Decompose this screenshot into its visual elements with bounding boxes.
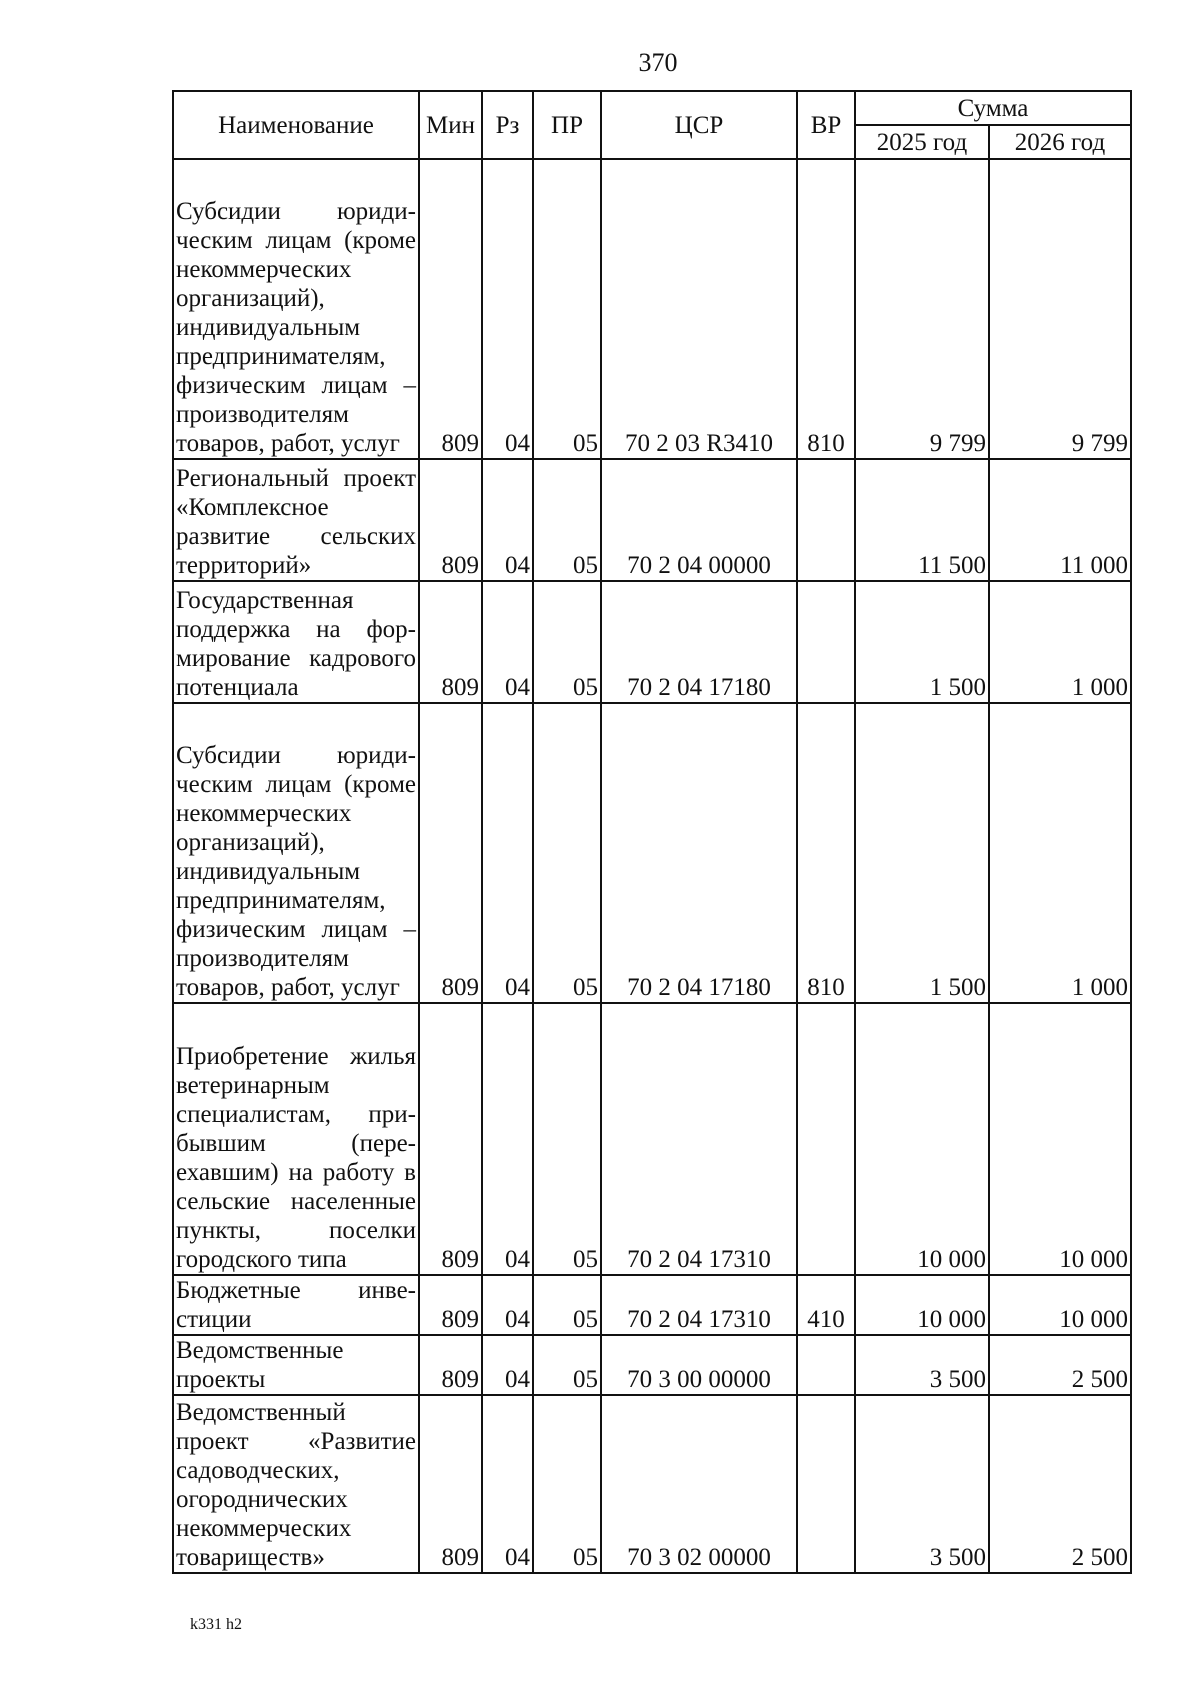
row-vr bbox=[797, 1003, 855, 1275]
row-name: Ведомственные проекты bbox=[173, 1335, 419, 1395]
header-sum: Сумма bbox=[855, 91, 1131, 125]
table-row bbox=[173, 459, 1131, 581]
row-csr: 70 3 00 00000 bbox=[601, 1335, 797, 1395]
header-csr: ЦСР bbox=[601, 91, 797, 159]
row-rz: 04 bbox=[482, 703, 533, 1003]
row-sum-2026: 9 799 bbox=[989, 159, 1131, 459]
row-min: 809 bbox=[419, 459, 482, 581]
row-name: Региональный проект «Комплексное развитие сельских территорий» bbox=[173, 459, 419, 581]
row-csr: 70 3 02 00000 bbox=[601, 1395, 797, 1573]
row-rz: 04 bbox=[482, 581, 533, 703]
row-sum-2025: 3 500 bbox=[855, 1335, 989, 1395]
row-rz: 04 bbox=[482, 459, 533, 581]
row-csr: 70 2 04 17180 bbox=[601, 703, 797, 1003]
row-sum-2025: 10 000 bbox=[855, 1275, 989, 1335]
page-number: 370 bbox=[638, 48, 678, 77]
row-csr: 70 2 04 17180 bbox=[601, 581, 797, 703]
row-min: 809 bbox=[419, 1275, 482, 1335]
row-sum-2026: 2 500 bbox=[989, 1395, 1131, 1573]
row-csr: 70 2 04 17310 bbox=[601, 1275, 797, 1335]
table-row bbox=[173, 703, 1131, 1003]
row-csr: 70 2 04 17310 bbox=[601, 1003, 797, 1275]
row-vr: 810 bbox=[797, 159, 855, 459]
row-pr: 05 bbox=[533, 159, 601, 459]
header-rz: Рз bbox=[482, 91, 533, 159]
row-sum-2026: 11 000 bbox=[989, 459, 1131, 581]
row-vr bbox=[797, 1335, 855, 1395]
budget-table bbox=[172, 90, 1132, 1574]
header-min: Мин bbox=[419, 91, 482, 159]
row-name: Субсидии юридическим лицам (кроме некоммерческих организаций), индивидуальным предпринимателям, физическим лицам – производителям товаров, работ, услуг bbox=[173, 703, 419, 1003]
row-name: Ведомственный проект «Развитие садоводческих, огороднических некоммерческих товариществ» bbox=[173, 1395, 419, 1573]
header-year-2026: 2026 год bbox=[989, 125, 1131, 159]
row-rz: 04 bbox=[482, 1003, 533, 1275]
table-row bbox=[173, 581, 1131, 703]
row-rz: 04 bbox=[482, 1335, 533, 1395]
table-row bbox=[173, 159, 1131, 459]
row-sum-2025: 1 500 bbox=[855, 703, 989, 1003]
table-row bbox=[173, 1275, 1131, 1335]
row-sum-2026: 1 000 bbox=[989, 581, 1131, 703]
row-sum-2025: 9 799 bbox=[855, 159, 989, 459]
row-name: Бюджетные инвестиции bbox=[173, 1275, 419, 1335]
row-min: 809 bbox=[419, 1335, 482, 1395]
footer-code: k331 h2 bbox=[190, 1616, 242, 1633]
row-vr bbox=[797, 459, 855, 581]
row-min: 809 bbox=[419, 159, 482, 459]
row-min: 809 bbox=[419, 581, 482, 703]
row-name: Государственная поддержка на формирование кадрового потенциала bbox=[173, 581, 419, 703]
row-sum-2026: 10 000 bbox=[989, 1003, 1131, 1275]
row-csr: 70 2 04 00000 bbox=[601, 459, 797, 581]
row-min: 809 bbox=[419, 703, 482, 1003]
row-rz: 04 bbox=[482, 1395, 533, 1573]
row-rz: 04 bbox=[482, 1275, 533, 1335]
row-vr bbox=[797, 1395, 855, 1573]
row-sum-2026: 10 000 bbox=[989, 1275, 1131, 1335]
row-sum-2025: 1 500 bbox=[855, 581, 989, 703]
row-sum-2025: 11 500 bbox=[855, 459, 989, 581]
table-row bbox=[173, 1395, 1131, 1573]
header-year-2025: 2025 год bbox=[855, 125, 989, 159]
header-vr: ВР bbox=[797, 91, 855, 159]
header-name: Наименование bbox=[173, 91, 419, 159]
row-vr bbox=[797, 581, 855, 703]
row-csr: 70 2 03 R3410 bbox=[601, 159, 797, 459]
header-pr: ПР bbox=[533, 91, 601, 159]
row-sum-2025: 10 000 bbox=[855, 1003, 989, 1275]
row-name: Приобретение жилья ветеринарным специалистам, прибывшим (переехавшим) на работу в сельские населенные пункты, поселки городского типа bbox=[173, 1003, 419, 1275]
row-sum-2025: 3 500 bbox=[855, 1395, 989, 1573]
table-row bbox=[173, 1335, 1131, 1395]
row-pr: 05 bbox=[533, 1335, 601, 1395]
row-min: 809 bbox=[419, 1003, 482, 1275]
row-min: 809 bbox=[419, 1395, 482, 1573]
row-pr: 05 bbox=[533, 703, 601, 1003]
row-pr: 05 bbox=[533, 581, 601, 703]
row-pr: 05 bbox=[533, 1395, 601, 1573]
row-pr: 05 bbox=[533, 459, 601, 581]
table-row bbox=[173, 1003, 1131, 1275]
row-name: Субсидии юридическим лицам (кроме некоммерческих организаций), индивидуальным предпринимателям, физическим лицам – производителям товаров, работ, услуг bbox=[173, 159, 419, 459]
row-pr: 05 bbox=[533, 1275, 601, 1335]
row-sum-2026: 1 000 bbox=[989, 703, 1131, 1003]
row-rz: 04 bbox=[482, 159, 533, 459]
row-sum-2026: 2 500 bbox=[989, 1335, 1131, 1395]
row-vr: 410 bbox=[797, 1275, 855, 1335]
row-pr: 05 bbox=[533, 1003, 601, 1275]
row-vr: 810 bbox=[797, 703, 855, 1003]
